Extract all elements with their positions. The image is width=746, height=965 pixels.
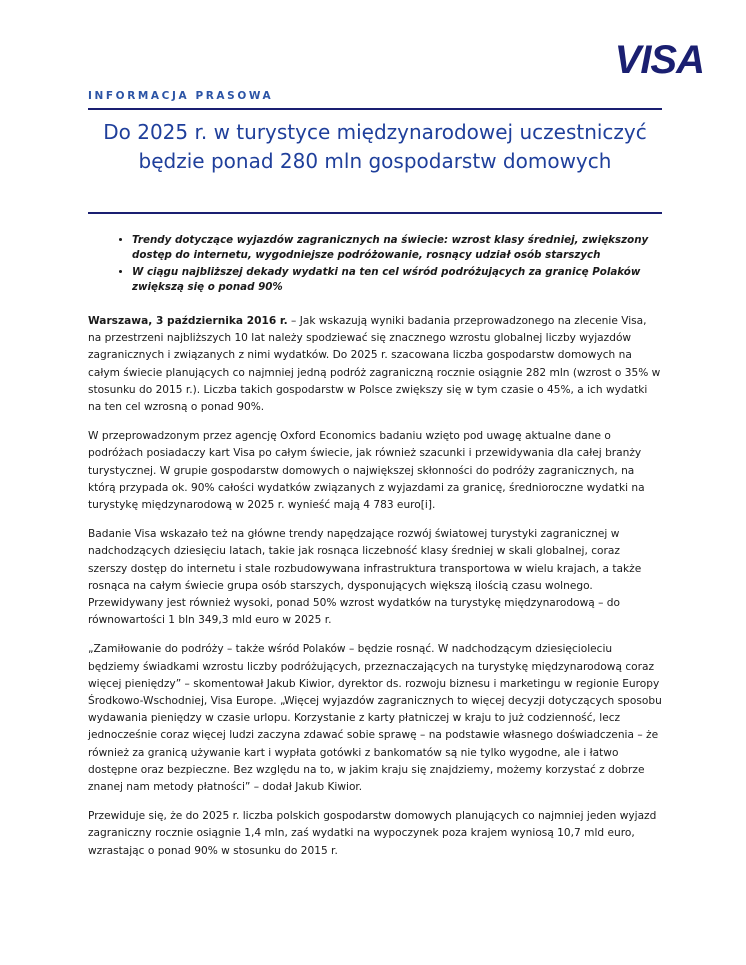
article-body bbox=[88, 313, 662, 872]
section-label: INFORMACJA PRASOWA bbox=[88, 90, 274, 102]
page-title: Do 2025 r. w turystyce międzynarodowej uczestniczyć będzie ponad 280 mln gospodarstw domowych bbox=[103, 120, 647, 173]
paragraph-3: Badanie Visa wskazało też na główne trendy napędzające rozwój światowej turystyki zagranicznej w nadchodzących dziesięciu latach, takie jak rosnąca liczebność klasy średniej w skali globalnej, coraz szerszy dostęp do internetu i stale rozbudowywana infrastruktura transportowa w wielu krajach, a także rosnąca na całym świecie grupa osób starszych, dysponujących większą ilością czasu wolnego. Przewidywany jest również wysoki, ponad 50% wzrost wydatków na turystykę międzynarodową – do równowartości 1 bln 349,3 mld euro w 2025 r. bbox=[88, 528, 642, 627]
paragraph-1 bbox=[88, 313, 662, 416]
paragraph-5: Przewiduje się, że do 2025 r. liczba polskich gospodarstw domowych planujących co najmniej jeden wyjazd zagraniczny rocznie osiągnie 1,4 mln, zaś wydatki na wypoczynek poza krajem wyniosą 10,7 mld euro, wzrastając o ponad 90% w stosunku do 2015 r. bbox=[88, 810, 657, 857]
bottom-divider bbox=[88, 212, 662, 214]
top-divider bbox=[88, 108, 662, 110]
paragraph-2: W przeprowadzonym przez agencję Oxford Economics badaniu wzięto pod uwagę aktualne dane o podróżach posiadaczy kart Visa po całym świecie, jak również szacunki i przewidywania dla całej branży turystycznej. W grupie gospodarstw domowych o największej skłonności do podróży zagranicznych, na którą przypada ok. 90% całości wydatków związanych z wyjazdami za granicę, średnioroczne wydatki na turystykę międzynarodową w 2025 r. wynieść mają 4 783 euro[i]. bbox=[88, 430, 645, 512]
paragraph-1-text: – Jak wskazują wyniki badania przeprowadzonego na zlecenie Visa, na przestrzeni najbliższych 10 lat należy spodziewać się znacznego wzrostu globalnej liczby wyjazdów zagranicznych i związanych z nimi wydatków. Do 2025 r. szacowana liczba gospodarstw domowych na całym świecie planujących co najmniej jedną podróż zagraniczną rocznie osiągnie 282 mln (wzrost o 35% w stosunku do 2015 r.). Liczba takich gospodarstw w Polsce zwiększy się w tym czasie o 45%, a ich wydatki na ten cel wzrosną o ponad 90%. bbox=[88, 315, 661, 414]
paragraph-4: „Zamiłowanie do podróży – także wśród Polaków – będzie rosnąć. W nadchodzącym dziesięcioleciu będziemy świadkami wzrostu liczby podróżujących, przeznaczających na turystykę międzynarodową coraz więcej pieniędzy” – skomentował Jakub Kiwior, dyrektor ds. rozwoju biznesu i marketingu w regionie Europy Środkowo-Wschodniej, Visa Europe. „Więcej wyjazdów zagranicznych to więcej decyzji dotyczących sposobu wydawania pieniędzy w czasie urlopu. Korzystanie z karty płatniczej w kraju to już codzienność, lecz jednocześnie coraz więcej ludzi zaczyna zdawać sobie sprawę – na podstawie własnego doświadczenia – że również za granicą używanie kart i wypłata gotówki z bankomatów są nie tylko wygodne, ale i łatwo dostępne oraz bezpieczne. Bez względu na to, w jakim kraju się znajdziemy, możemy korzystać z dobrze znanej nam metody płatności” – dodał Jakub Kiwior. bbox=[88, 643, 662, 794]
visa-logo: VISA bbox=[614, 38, 704, 82]
highlight-item: • Trendy dotyczące wyjazdów zagranicznych na świecie: wzrost klasy średniej, zwiększony dostęp do internetu, wygodniejsze podróżowanie, rosnący udział osób starszych bbox=[132, 233, 672, 263]
highlight-item: • W ciągu najbliższej dekady wydatki na ten cel wśród podróżujących za granicę Polaków zwiększą się o ponad 90% bbox=[132, 265, 672, 295]
highlights-list bbox=[112, 233, 672, 297]
dateline: Warszawa, 3 października 2016 r. bbox=[88, 315, 288, 327]
